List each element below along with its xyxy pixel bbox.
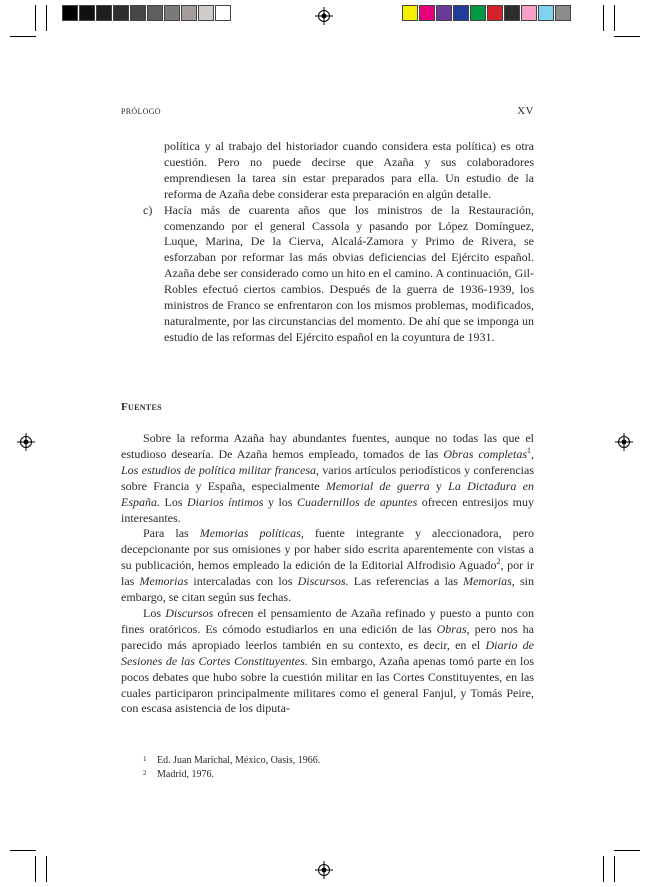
list-item-continuation: política y al trabajo del historiador cuando considera esta política) es otra cuestión. Pero no puede decirse que Azaña y sus colaboradores emprendiesen la tarea sin estar preparados para ella. Un estudio de la reforma de Azaña debe considerar esta preparación en algún detalle. [164,139,534,201]
title-italic: Obras completas [443,446,527,461]
color-swatch [113,5,129,21]
footnote-text: Madrid, 1976. [157,769,214,780]
footnote [143,768,534,782]
color-swatch [215,5,231,21]
title-italic: Diarios íntimos [186,494,264,509]
title-italic: Cuadernillos de apuntes [296,494,418,509]
title-italic: Los estudios de política militar francesa, [121,462,320,477]
registration-target-icon [315,7,333,25]
enumerated-list [143,139,534,346]
registration-target-icon [315,861,333,879]
page-number: XV [517,105,534,117]
color-swatch [198,5,214,21]
paragraph [121,431,534,526]
color-swatch [555,5,571,21]
color-swatch [470,5,486,21]
crop-mark-bottom-left-v [35,856,36,882]
color-swatch [538,5,554,21]
crop-mark-top-right-h [614,36,640,37]
text-run: intercaladas con los [188,574,298,589]
paragraph [121,526,534,606]
running-head: PRÓLOGO [121,107,161,116]
registration-target-icon [615,433,633,451]
crop-mark-bottom-left-v2 [46,856,47,882]
gray-swatch-bar [62,5,232,21]
text-run: Los [143,605,166,620]
color-swatch [79,5,95,21]
footnote-ref: 2 [496,557,501,567]
color-swatch-bar [402,5,572,21]
footnote-ref: 1 [527,445,531,455]
footnote-number: 1 [143,755,147,763]
title-italic: Obras, [436,621,470,636]
text-run: , [531,446,534,461]
paragraph [121,606,534,717]
footnote [143,754,534,768]
color-swatch [402,5,418,21]
text-run: pero nos ha parecido más apropiado leerlos también en su contexto, es decir, en el [121,621,534,652]
footnote-text: Ed. Juan Marichal, México, Oasis, 1966. [157,755,321,766]
color-swatch [147,5,163,21]
title-italic: Memorias, [463,574,515,589]
text-run: varios artículos periodísticos y conferencias sobre Francia y España, especialmente [121,462,534,493]
color-swatch [130,5,146,21]
color-swatch [453,5,469,21]
text-run: ofrecen entresijos muy interesantes. [121,494,535,525]
text-run: y [429,478,449,493]
text-run: Sin embargo, Azaña apenas tomó parte en los pocos debates que hubo sobre la cuestión militar en las Cortes Constituyentes, en las cuales participaron principalmente militares como el general Fanjul, y Tomás Peire, con escasa asistencia de los diputa- [121,653,534,716]
crop-mark-top-right-v [614,5,615,31]
title-italic: Memorial de guerra [325,478,430,493]
color-swatch [436,5,452,21]
footnote-number: 2 [143,769,147,777]
color-swatch [62,5,78,21]
list-marker: c) [143,202,153,217]
text-run: ofrecen el pensamiento de Azaña refinado y puesto a punto con fines oratóricos. Es cómodo estudiarlos en una edición de las [121,605,535,636]
color-swatch [419,5,435,21]
crop-mark-top-left-v [35,5,36,31]
running-header [121,106,534,118]
crop-mark-top-left-h [10,36,36,37]
section-heading: Fuentes [121,401,162,413]
color-swatch [181,5,197,21]
text-run: , por ir las [121,558,534,589]
text-run: Sobre la reforma Azaña hay abundantes fuentes, aunque no todas las que el estudioso desearía. De Azaña hemos empleado, tomados de las [121,431,534,461]
text-run: Las referencias a las [348,574,464,589]
text-run: sin embargo, se citan según sus fechas. [121,574,534,605]
crop-mark-top-left-v2 [46,5,47,31]
text-run: y los [263,494,297,509]
crop-mark-bottom-right-v [614,856,615,882]
crop-mark-bottom-right-v2 [603,856,604,882]
crop-mark-bottom-right-h [614,850,640,851]
color-swatch [504,5,520,21]
title-italic: Discursos [165,605,214,620]
list-item-text: Hacía más de cuarenta años que los ministros de la Restauración, comenzando por el general Cassola y pasando por López Domínguez, Luque, Marina, De la Cierva, Alcalá-Zamora y Primo de Rivera, se esforzaban por reformar las más obvias deficiencias del Ejército español. Azaña debe ser considerado como un hito en el camino. A continuación, Gil-Robles efectuó ciertos cambios. Después de la guerra de 1936-1939, los ministros de Franco se enfrentaron con los mismos problemas, modificados, naturalmente, por las circunstancias del momento. De ahí que se imponga un estudio de las reformas del Ejército español en la coyuntura de 1931. [164,202,534,344]
color-swatch [96,5,112,21]
title-italic: Memorias políticas, [199,526,304,541]
color-swatch [521,5,537,21]
title-italic: La Dictadura en España. [121,478,534,509]
list-item-c [143,203,534,346]
body-text [121,431,534,717]
color-swatch [164,5,180,21]
crop-mark-bottom-left-h [10,850,36,851]
text-run: fuente integrante y aleccionadora, pero decepcionante por sus omisiones y por haber sido escrita aparentemente con vistas a su publicación, hemos empleado la edición de la Editorial Alfrodisio Aguado [121,526,535,573]
crop-mark-top-right-v2 [603,5,604,31]
footnotes [143,754,534,782]
title-italic: Diario de Sesiones de las Cortes Constituyentes. [121,637,534,668]
title-italic: Memorias [139,574,189,589]
registration-target-icon [17,433,35,451]
text-run: Para las [143,526,200,541]
title-italic: Discursos. [297,574,349,589]
text-run: Los [160,494,187,509]
color-swatch [487,5,503,21]
